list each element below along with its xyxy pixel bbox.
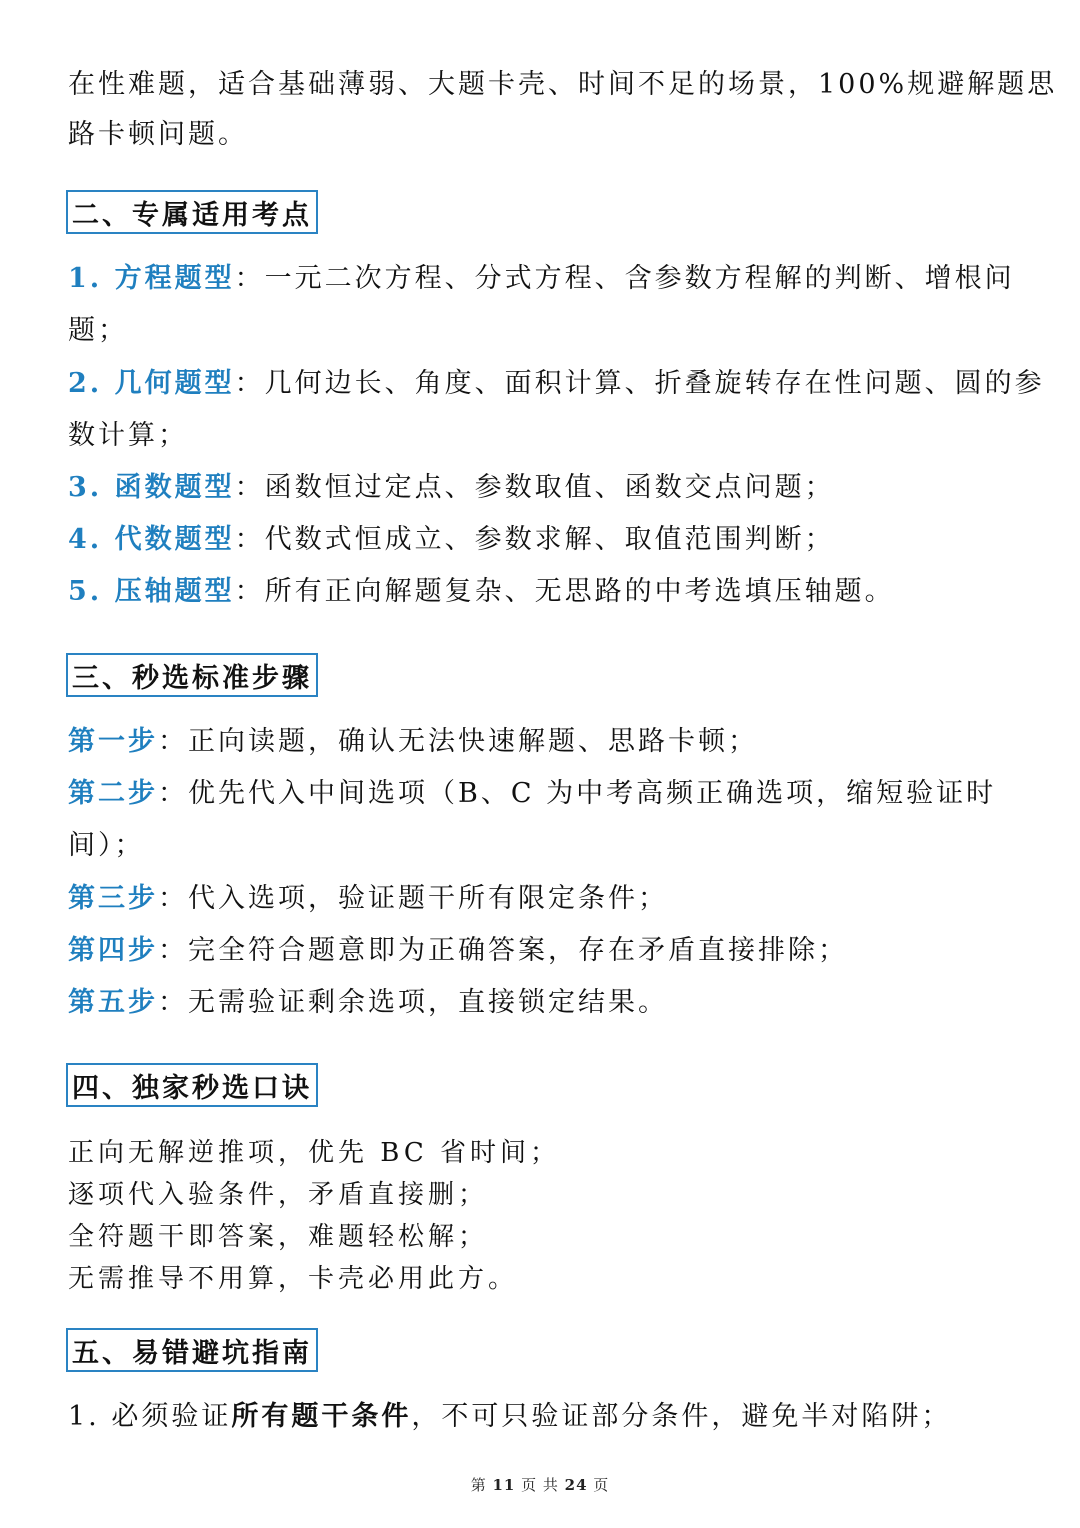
step-text: 优先代入中间选项（B、C 为中考高频正确选项，缩短验证时 [188, 778, 997, 809]
step-text: 正向读题，确认无法快速解题、思路卡顿； [188, 726, 758, 757]
topic-item-5: 5. 压轴题型：所有正向解题复杂、无思路的中考选填压轴题。 [68, 576, 895, 607]
page-footer: 第 11 页 共 24 页 [470, 1476, 610, 1494]
topic-text: 几何边长、角度、面积计算、折叠旋转存在性问题、圆的参 [264, 368, 1045, 399]
step-label: 第二步 [68, 778, 158, 809]
current-page-number: 11 [492, 1476, 516, 1494]
step-label: 第三步 [68, 883, 158, 914]
step-text: 代入选项，验证题干所有限定条件； [188, 883, 668, 914]
step-label: 第一步 [68, 726, 158, 757]
section-heading-pitfalls: 五、易错避坑指南 [66, 1328, 318, 1372]
step-item-1: 第一步：正向读题，确认无法快速解题、思路卡顿； [68, 726, 758, 757]
topic-label: 2. 几何题型 [68, 368, 235, 399]
step-item-5: 第五步：无需验证剩余选项，直接锁定结果。 [68, 987, 668, 1018]
topic-text: 函数恒过定点、参数取值、函数交点问题； [264, 472, 835, 503]
step-item-3: 第三步：代入选项，验证题干所有限定条件； [68, 883, 668, 914]
topic-text: 所有正向解题复杂、无思路的中考选填压轴题。 [264, 576, 895, 607]
mnemonic-line-4: 无需推导不用算，卡壳必用此方。 [68, 1264, 519, 1294]
total-page-count: 24 [564, 1476, 588, 1494]
topic-label: 5. 压轴题型 [68, 576, 235, 607]
topic-item-1-continued: 题； [68, 315, 128, 346]
intro-line-2: 路卡顿问题。 [68, 119, 248, 150]
topic-item-2: 2. 几何题型：几何边长、角度、面积计算、折叠旋转存在性问题、圆的参 [68, 368, 1045, 399]
step-label: 第五步 [68, 987, 158, 1018]
mnemonic-line-2: 逐项代入验条件，矛盾直接删； [68, 1180, 489, 1210]
topic-item-2-continued: 数计算； [68, 420, 188, 451]
mnemonic-line-3: 全符题干即答案，难题轻松解； [68, 1222, 489, 1252]
section-heading-steps: 三、秒选标准步骤 [66, 653, 318, 697]
intro-line-1: 在性难题，适合基础薄弱、大题卡壳、时间不足的场景，100%规避解题思 [68, 69, 1058, 100]
topic-label: 3. 函数题型 [68, 472, 235, 503]
topic-item-4: 4. 代数题型：代数式恒成立、参数求解、取值范围判断； [68, 524, 835, 555]
topic-item-1: 1. 方程题型：一元二次方程、分式方程、含参数方程解的判断、增根问 [68, 263, 1015, 294]
step-item-2-continued: 间）； [68, 830, 145, 861]
step-text: 无需验证剩余选项，直接锁定结果。 [188, 987, 668, 1018]
topic-label: 1. 方程题型 [68, 263, 235, 294]
topic-text: 代数式恒成立、参数求解、取值范围判断； [264, 524, 835, 555]
step-text: 完全符合题意即为正确答案，存在矛盾直接排除； [188, 935, 848, 966]
pitfall-emphasis: 所有题干条件 [231, 1401, 412, 1432]
section-heading-applicable-topics: 二、专属适用考点 [66, 190, 318, 234]
section-heading-mnemonic: 四、独家秒选口诀 [66, 1063, 318, 1107]
pitfall-item-1: 1. 必须验证所有题干条件，不可只验证部分条件，避免半对陷阱； [68, 1401, 952, 1432]
step-label: 第四步 [68, 935, 158, 966]
step-item-2: 第二步：优先代入中间选项（B、C 为中考高频正确选项，缩短验证时 [68, 778, 997, 809]
step-item-4: 第四步：完全符合题意即为正确答案，存在矛盾直接排除； [68, 935, 848, 966]
topic-item-3: 3. 函数题型：函数恒过定点、参数取值、函数交点问题； [68, 472, 835, 503]
topic-label: 4. 代数题型 [68, 524, 235, 555]
topic-text: 一元二次方程、分式方程、含参数方程解的判断、增根问 [264, 263, 1015, 294]
mnemonic-line-1: 正向无解逆推项，优先 BC 省时间； [68, 1138, 561, 1168]
